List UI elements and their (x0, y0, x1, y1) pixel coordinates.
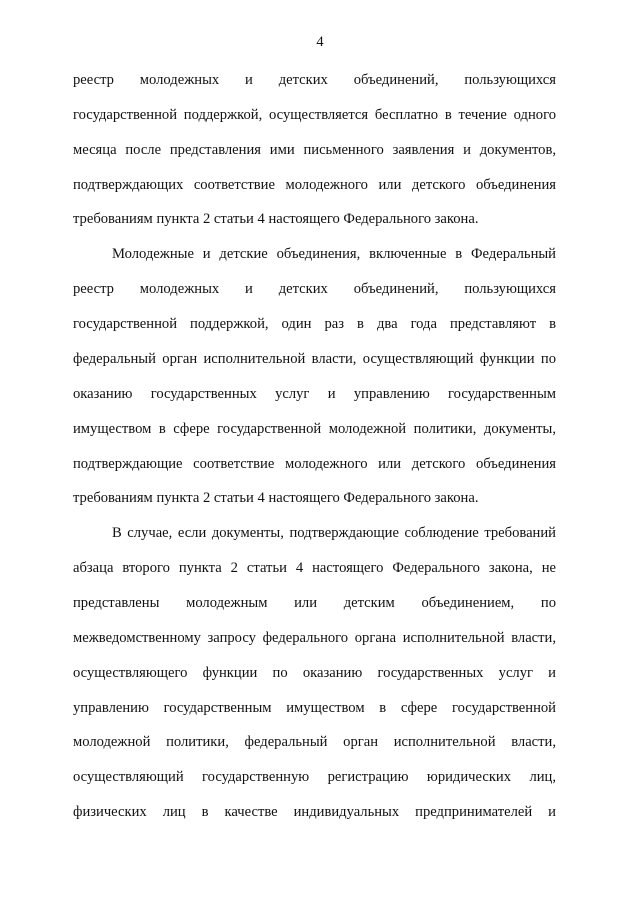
paragraph-1-line-5: требованиям пункта 2 статьи 4 настоящего Федерального закона. (73, 211, 479, 227)
paragraph-3-line-1: В случае, если документы, подтверждающие соблюдение требований (112, 525, 556, 541)
paragraph-3-line-3: представлены молодежным или детским объединением, по (73, 595, 556, 611)
paragraph-2-line-5: оказанию государственных услуг и управлению государственным (73, 386, 556, 402)
paragraph-2-line-2: реестр молодежных и детских объединений, пользующихся (73, 281, 556, 297)
paragraph-1-line-3: месяца после представления ими письменного заявления и документов, (73, 142, 556, 158)
paragraph-3-line-7: молодежной политики, федеральный орган исполнительной власти, (73, 734, 556, 750)
paragraph-2-line-3: государственной поддержкой, один раз в два года представляют в (73, 316, 556, 332)
paragraph-2-line-4: федеральный орган исполнительной власти, осуществляющий функции по (73, 351, 556, 367)
paragraph-2-line-1: Молодежные и детские объединения, включенные в Федеральный (112, 246, 556, 262)
paragraph-2-line-6: имуществом в сфере государственной молодежной политики, документы, (73, 421, 556, 437)
paragraph-2-line-7: подтверждающие соответствие молодежного или детского объединения (73, 456, 556, 472)
paragraph-2-line-8: требованиям пункта 2 статьи 4 настоящего Федерального закона. (73, 490, 479, 506)
page-number: 4 (316, 34, 324, 50)
paragraph-3-line-5: осуществляющего функции по оказанию государственных услуг и (73, 665, 556, 681)
paragraph-1-line-2: государственной поддержкой, осуществляется бесплатно в течение одного (73, 107, 556, 123)
paragraph-3-line-9: физических лиц в качестве индивидуальных предпринимателей и (73, 804, 556, 820)
paragraph-3-line-8: осуществляющий государственную регистрацию юридических лиц, (73, 769, 556, 785)
paragraph-3-line-6: управлению государственным имуществом в сфере государственной (73, 700, 556, 716)
paragraph-1-line-4: подтверждающих соответствие молодежного или детского объединения (73, 177, 556, 193)
paragraph-3-line-4: межведомственному запросу федерального органа исполнительной власти, (73, 630, 556, 646)
paragraph-1-line-1: реестр молодежных и детских объединений, пользующихся (73, 72, 556, 88)
paragraph-3-line-2: абзаца второго пункта 2 статьи 4 настоящего Федерального закона, не (73, 560, 556, 576)
